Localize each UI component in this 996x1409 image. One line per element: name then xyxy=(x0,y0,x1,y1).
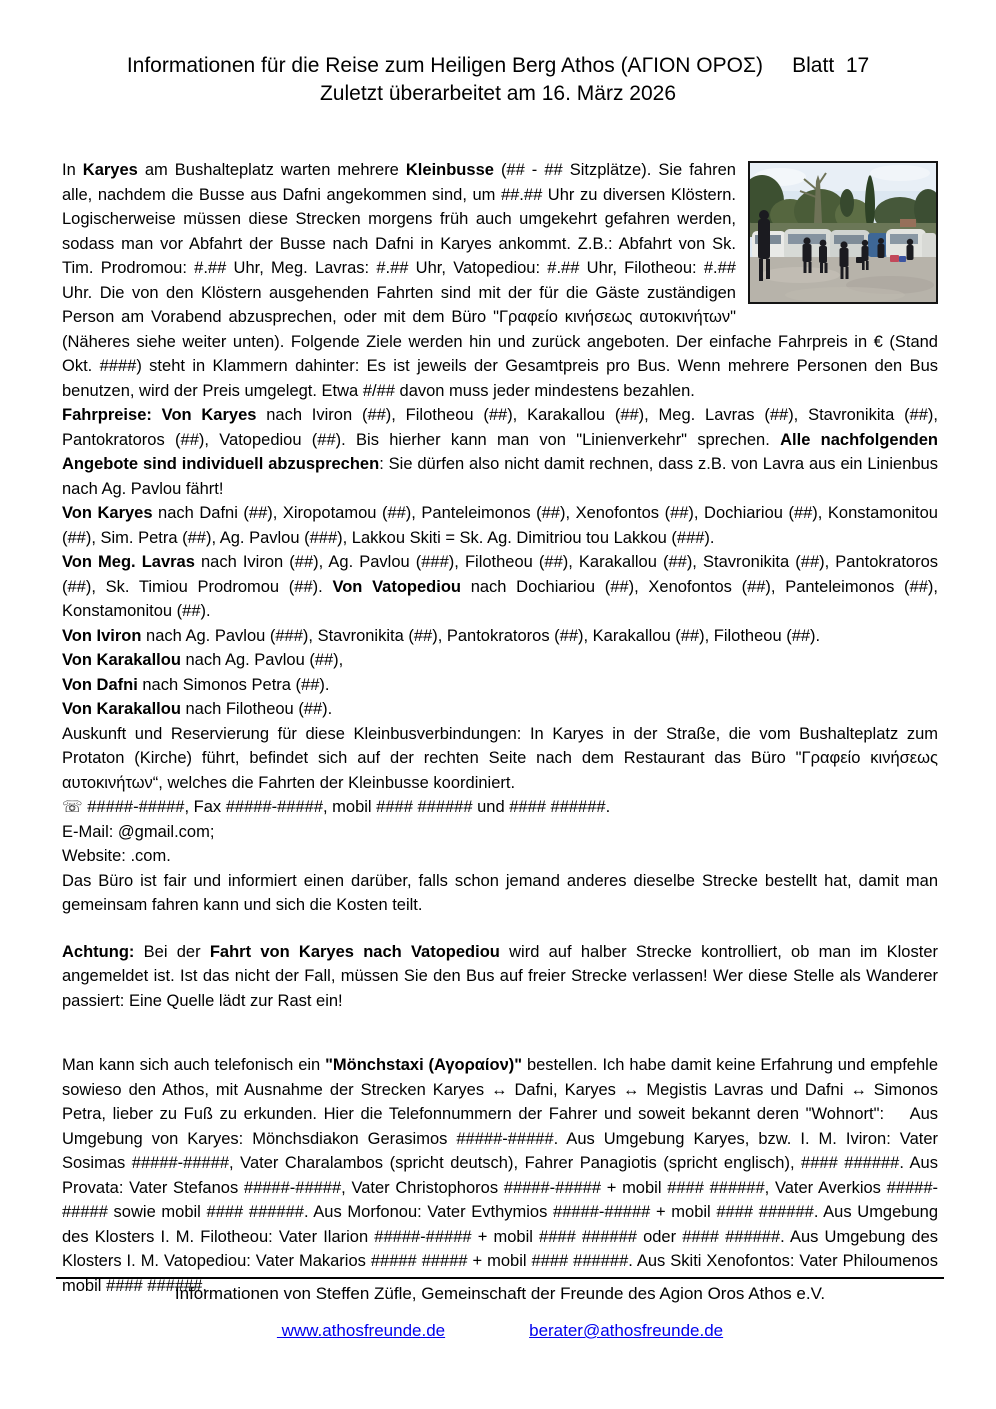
spacer xyxy=(62,918,938,940)
paragraph-von-meg-lavras: Von Meg. Lavras nach Iviron (##), Ag. Pavlou (###), Filotheou (##), Karakallou (##), Stavronikita (##), Pantokratoros (##), Sk. Timiou Prodromou (##). Von Vatopediou nach Dochiariou (##), Xenofontos (##), Panteleimonos (##), Konstamonitou (##). xyxy=(62,553,938,620)
paragraph-von-karakallou-1: Von Karakallou nach Ag. Pavlou (##), xyxy=(62,651,344,669)
paragraph-intro xyxy=(62,158,938,403)
paragraph-email: E-Mail: @gmail.com; xyxy=(62,822,215,841)
document-header xyxy=(0,0,996,108)
paragraph-achtung: Achtung: Bei der Fahrt von Karyes nach Vatopediou wird auf halber Strecke kontrolliert, ob man im Kloster angemeldet ist. Ist das nicht der Fall, müssen Sie den Bus auf freier Strecke verlassen! Wer diese Stelle als Wanderer passiert: Eine Quelle lädt zur Rast ein! xyxy=(62,942,938,1010)
paragraph-telefon: ☏ #####-#####, Fax #####-#####, mobil #### ###### und #### ######. xyxy=(62,798,611,816)
document-footer xyxy=(56,1277,944,1341)
email-link[interactable]: berater@athosfreunde.de xyxy=(529,1321,724,1340)
page-title: Informationen für die Reise zum Heiligen Berg Athos (ΑΓΙΟΝ ΟΡΟΣ) Blatt 17 xyxy=(126,54,870,77)
paragraph-intro-text: In Karyes am Bushalteplatz warten mehrere Kleinbusse (## - ## Sitzplätze). Sie fahren alle, nachdem die Busse aus Dafni angekommen sind, um ##.## Uhr zu diversen Klöstern. Logischerweise müssen diese Strecken morgens früh auch umgekehrt gefahren werden, sodass man vor Abfahrt der Busse nach Dafni in Karyes ankommt. Z.B.: Abfahrt von Sk. Tim. Prodromou: #.## Uhr, Meg. Lavras: #.## Uhr, Vatopediou: #.## Uhr, Filotheou: #.## Uhr. Die von den Klöstern ausgehenden Fahrten sind mit der für die Gäste zuständigen Person am Vorabend abzusprechen, oder mit dem Büro "Γραφείο κινήσεως αυτοκινήτων" (Näheres siehe weiter unten). Folgende Ziele werden hin und zurück angeboten. Der einfache Fahrpreis in € (Stand Okt. ####) steht in Klammern dahinter: Es ist jeweils der Gesamtpreis pro Bus. Wenn mehrere Personen den Bus benutzen, wird der Preis umgelegt. Etwa #/## davon muss jeder mindestens bezahlen. xyxy=(62,161,938,400)
spacer xyxy=(62,1013,938,1053)
paragraph-von-karakallou-2: Von Karakallou nach Filotheou (##). xyxy=(62,700,333,718)
paragraph-buero-fair: Das Büro ist fair und informiert einen darüber, falls schon jemand anderes dieselbe Strecke bestellt hat, damit man gemeinsam fahren kann und sich die Kosten teilt. xyxy=(62,871,938,914)
paragraph-fahrpreise: Fahrpreise: Von Karyes nach Iviron (##), Filotheou (##), Karakallou (##), Meg. Lavras (##), Stavronikita (##), Pantokratoros (##), Vatopediou (##). Bis hierher kann man von "Linienverkehr" sprechen. Alle nachfolgenden Angebote sind individuell abzusprechen: Sie dürfen also nicht damit rechnen, dass z.B. von Lavra aus ein Linienbus nach Ag. Pavlou fährt! xyxy=(62,406,939,498)
paragraph-website: Website: .com. xyxy=(62,847,171,865)
paragraph-moenchstaxi: Man kann sich auch telefonisch ein "Mönchstaxi (Αγοραίον)" bestellen. Ich habe damit keine Erfahrung und empfehle sowieso den Athos, mit Ausnahme der Strecken Karyes ↔ Dafni, Karyes ↔ Megistis Lavras und Dafni ↔ Simonos Petra, lieber zu Fuß zu erkunden. Hier die Telefonnummern der Fahrer und soweit bekannt deren "Wohnort": Aus Umgebung von Karyes: Mönchsdiakon Gerasimos #####-#####. Aus Umgebung Karyes, bzw. I. M. Iviron: Vater Sosimas #####-#####, Vater Charalambos (spricht deutsch), Fahrer Panagiotis (spricht englisch), #### ######. Aus Provata: Vater Stefanos #####-#####, Vater Christophoros #####-##### + mobil #### ######, Vater Averkios #####-##### sowie mobil #### ######. Aus Morfonou: Vater Evthymios #####-##### + mobil #### ######. Aus Umgebung des Klosters I. M. Filotheou: Vater Ilarion #####-##### + mobil #### ###### oder #### ######. Aus Umgebung des Klosters I. M. Vatopediou: Vater Makarios ##### ##### + mobil #### ######. Aus Skiti Xenofontos: Vater Philoumenos mobil #### ######. xyxy=(62,1056,938,1295)
document-body xyxy=(62,158,938,1298)
page-subtitle: Zuletzt überarbeitet am 16. März 2026 xyxy=(319,82,676,105)
paragraph-von-karyes: Von Karyes nach Dafni (##), Xiropotamou (##), Panteleimonos (##), Xenofontos (##), Dochiariou (##), Konstamonitou (##), Sim. Petra (##), Ag. Pavlou (###), Lakkou Skiti = Sk. Ag. Dimitriou tou Lakkou (###). xyxy=(62,504,938,547)
footer-credit: Informationen von Steffen Züfle, Gemeinschaft der Freunde des Agion Oros Athos e.V. xyxy=(174,1284,826,1303)
paragraph-auskunft: Auskunft und Reservierung für diese Kleinbusverbindungen: In Karyes in der Straße, die vom Bushalteplatz zum Protaton (Kirche) führt, befindet sich auf der rechten Seite nach dem Restaurant das Büro "Γραφείο κινήσεως αυτοκινήτων“, welches die Fahrten der Kleinbusse koordiniert. xyxy=(62,724,938,792)
paragraph-von-iviron: Von Iviron nach Ag. Pavlou (###), Stavronikita (##), Pantokratoros (##), Karakallou (##), Filotheou (##). xyxy=(62,626,821,645)
website-link[interactable]: www.athosfreunde.de xyxy=(276,1321,446,1340)
paragraph-von-dafni: Von Dafni nach Simonos Petra (##). xyxy=(62,675,330,694)
footer-divider xyxy=(56,1277,944,1279)
minibuses-photo-graphic xyxy=(750,163,936,302)
minibuses-photo xyxy=(748,161,938,304)
